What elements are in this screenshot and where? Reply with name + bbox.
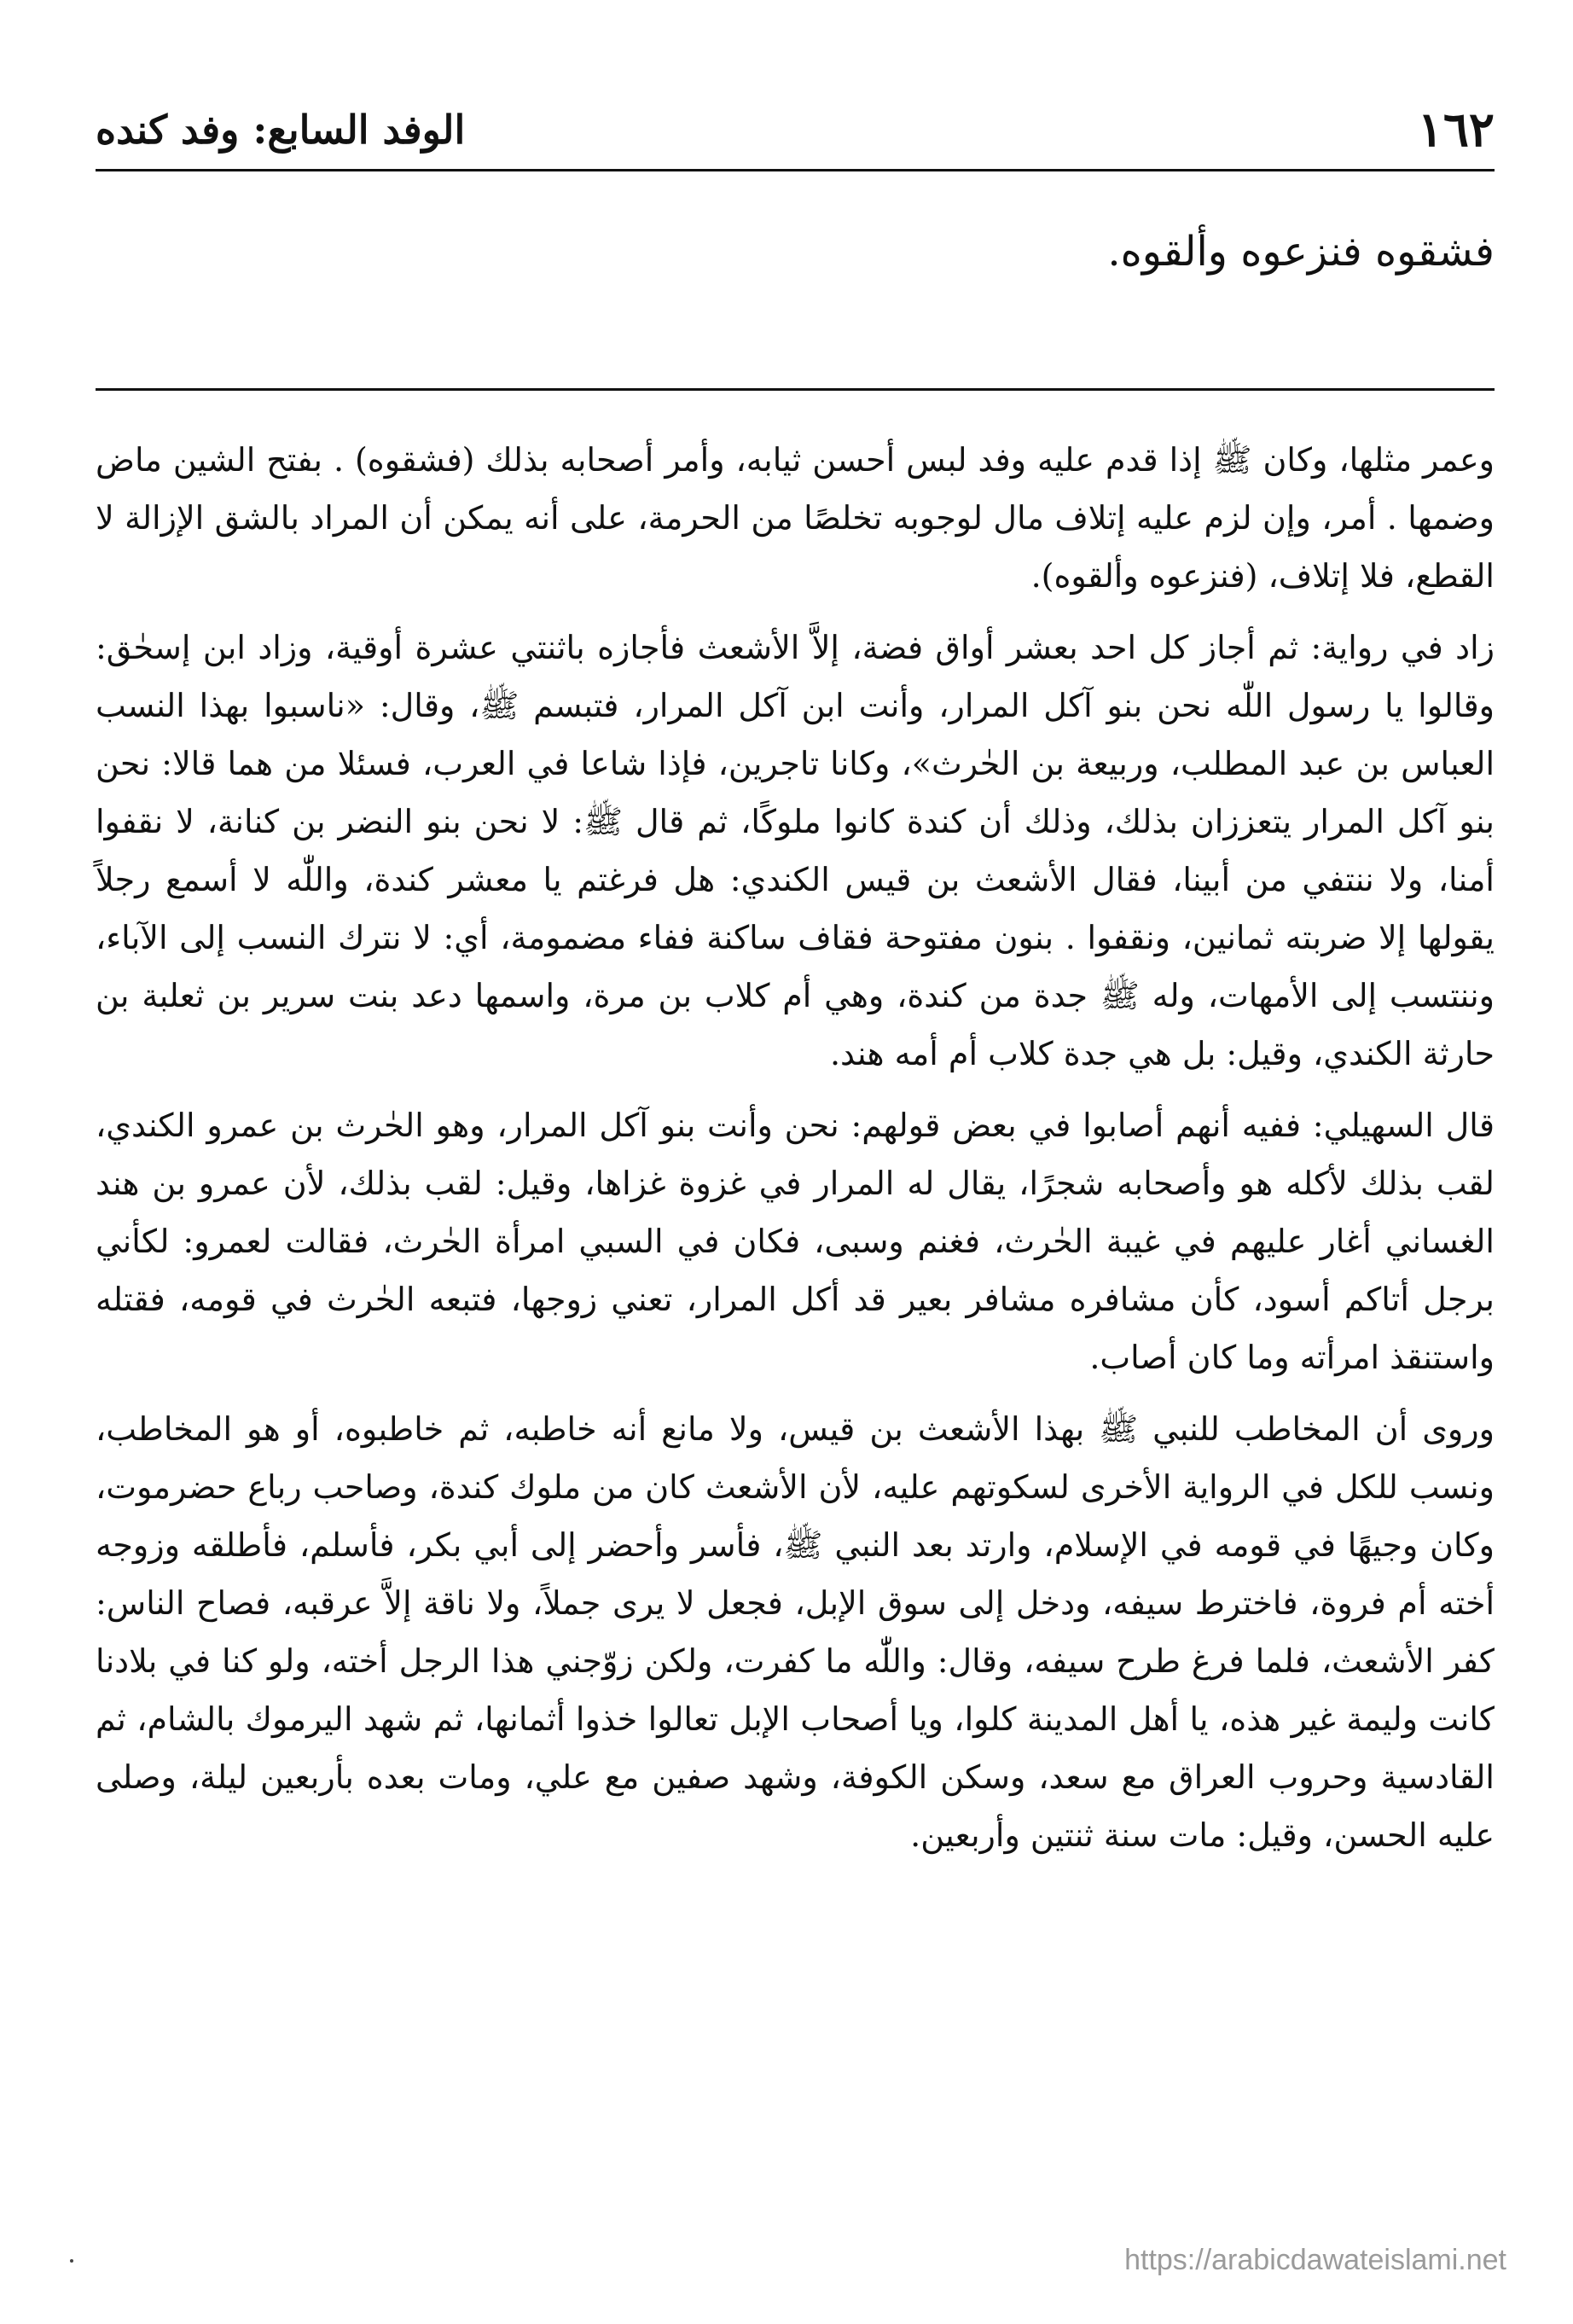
running-title: الوفد السابع: وفد كنده [96,107,466,153]
commentary-separator-rule [96,388,1495,391]
commentary-paragraph: قال السهيلي: ففيه أنهم أصابوا في بعض قولهم: نحن وأنت بنو آكل المرار، وهو الحٰرث بن عمرو الكندي، لقب بذلك لأكله هو وأصحابه شجرًا، يقال له المرار في غزوة غزاها، وقيل: لقب بذلك، لأن عمرو بن هند الغساني أغار عليهم في غيبة الحٰرث، فغنم وسبى، فكان في السبي امرأة الحٰرث، فقالت لعمرو: لكأني برجل أتاكم أسود، كأن مشافره مشافر بعير قد أكل المرار، تعني زوجها، فتبعه الحٰرث في قومه، فقتله واستنقذ امرأته وما كان أصاب. [96,1107,1495,1376]
watermark-url: https://arabicdawateislami.net [1124,2244,1506,2276]
header-rule [96,169,1495,171]
page-header [96,96,1495,164]
commentary-section [96,431,1495,1878]
commentary-paragraph: زاد في رواية: ثم أجاز كل احد بعشر أواق فضة، إلاَّ الأشعث فأجازه باثنتي عشرة أوقية، وزاد ابن إسحٰق: وقالوا يا رسول اللّٰه نحن بنو آكل المرار، وأنت ابن آكل المرار، فتبسم ﷺ، وقال: «ناسبوا بهذا النسب العباس بن عبد المطلب، وربيعة بن الحٰرث»، وكانا تاجرين، فإذا شاعا في العرب، فسئلا من هما قالا: نحن بنو آكل المرار يتعززان بذلك، وذلك أن كندة كانوا ملوكًا، ثم قال ﷺ: لا نحن بنو النضر بن كنانة، لا نقفوا أمنا، ولا ننتفي من أبينا، فقال الأشعث بن قيس الكندي: هل فرغتم يا معشر كندة، واللّٰه لا أسمع رجلاً يقولها إلا ضربته ثمانين، ونقفوا . بنون مفتوحة فقاف ساكنة ففاء مضمومة، أي: لا نترك النسب إلى الآباء، وننتسب إلى الأمهات، وله ﷺ جدة من كندة، وهي أم كلاب بن مرة، واسمها دعد بنت سرير بن ثعلبة بن حارثة الكندي، وقيل: بل هي جدة كلاب أم أمه هند. [96,629,1495,1072]
commentary-paragraph: وروى أن المخاطب للنبي ﷺ بهذا الأشعث بن قيس، ولا مانع أنه خاطبه، ثم خاطبوه، أو هو المخاطب، ونسب للكل في الرواية الأخرى لسكوتهم عليه، لأن الأشعث كان من ملوك كندة، وصاحب رباع حضرموت، وكان وجيهًا في قومه في الإسلام، وارتد بعد النبي ﷺ، فأسر وأحضر إلى أبي بكر، فأسلم، فأطلقه وزوجه أخته أم فروة، فاخترط سيفه، ودخل إلى سوق الإبل، فجعل لا يرى جملاً، ولا ناقة إلاَّ عرقبه، فصاح الناس: كفر الأشعث، فلما فرغ طرح سيفه، وقال: واللّٰه ما كفرت، ولكن زوّجني هذا الرجل أخته، ولو كنا في بلادنا كانت وليمة غير هذه، يا أهل المدينة كلوا، ويا أصحاب الإبل تعالوا خذوا أثمانها، ثم شهد اليرموك بالشام، ثم القادسية وحروب العراق مع سعد، وسكن الكوفة، وشهد صفين مع علي، ومات بعده بأربعين ليلة، وصلى عليه الحسن، وقيل: مات سنة ثنتين وأربعين. [96,1410,1495,1854]
page-number: ١٦٢ [1417,102,1495,158]
main-text: فشقوه فنزعوه وألقوه. [1107,228,1495,276]
commentary-paragraph: وعمر مثلها، وكان ﷺ إذا قدم عليه وفد لبس أحسن ثيابه، وأمر أصحابه بذلك (فشقوه) . بفتح الشين ماض وضمها . أمر، وإن لزم عليه إتلاف مال لوجوبه تخلصًا من الحرمة، على أنه يمكن أن المراد بالشق الإزالة لا القطع، فلا إتلاف، (فنزعوه وألقوه). [96,441,1495,595]
scan-speck [70,2259,73,2263]
